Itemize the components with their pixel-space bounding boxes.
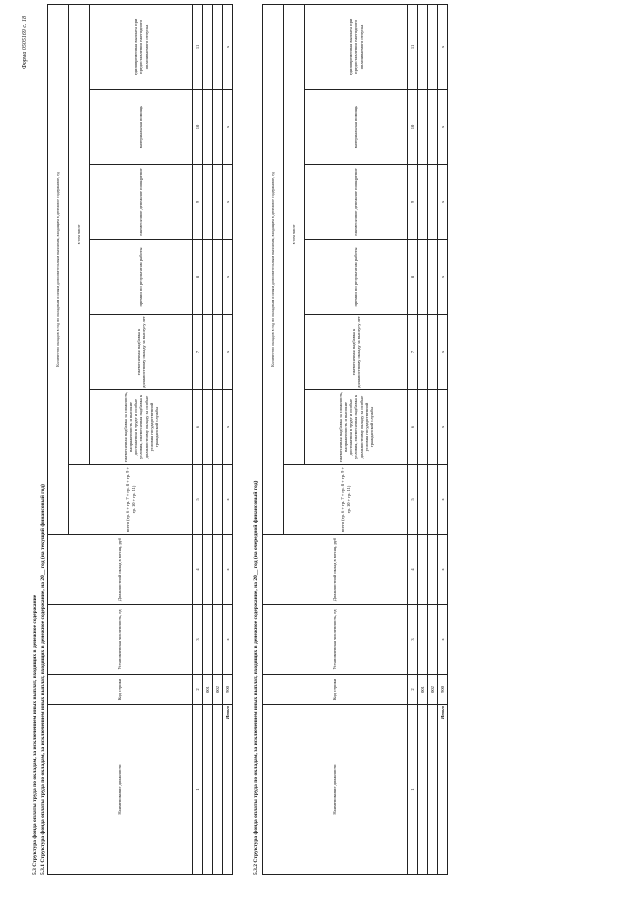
table-cell[interactable]: [203, 535, 213, 605]
col-number: 8: [408, 240, 418, 315]
table-cell[interactable]: [428, 605, 438, 675]
subsection-heading-current-year: 5.3.1 Структура фонда оплаты труда по окладам, за исключением иных выплат, входящих в денежное содержание, на 20__ год (на текущий финансовый год): [40, 484, 46, 875]
table-cell[interactable]: [213, 315, 223, 390]
total-cell: x: [223, 535, 233, 605]
col-number: 4: [193, 535, 203, 605]
table-cell[interactable]: [203, 605, 213, 675]
total-cell: x: [223, 4, 233, 89]
total-cell: x: [223, 605, 233, 675]
total-cell: x: [438, 165, 448, 240]
header-col9: ежемесячное денежное поощрение: [90, 165, 193, 240]
total-label: Итого: [223, 705, 233, 875]
section-heading: 5.3 Структура фонда оплаты труда по окладам, за исключением иных выплат, входящих в денежное содержание: [32, 594, 38, 875]
header-col7: ежемесячная надбавка к должностному окладу за выслугу лет: [90, 315, 193, 390]
table-cell[interactable]: [418, 165, 428, 240]
cell-code: 002: [428, 675, 438, 705]
total-cell: x: [438, 240, 448, 315]
table-cell[interactable]: [213, 605, 223, 675]
total-code: 900: [223, 675, 233, 705]
col-number: 9: [193, 165, 203, 240]
col-number: 2: [193, 675, 203, 705]
header-group: Количество окладов в год по окладным и иным дополнительным выплатам, входящим в денежное содержание, ед: [48, 4, 69, 534]
col-number: 10: [408, 90, 418, 165]
header-position: Наименование должности: [48, 705, 193, 875]
header-in-that-number: в том числе: [69, 4, 90, 464]
cell-position[interactable]: [428, 705, 438, 875]
cell-position[interactable]: [213, 705, 223, 875]
col-number: 7: [193, 315, 203, 390]
header-col10: материальная помощь: [90, 90, 193, 165]
table-cell[interactable]: [213, 535, 223, 605]
table-cell[interactable]: [213, 4, 223, 89]
table-cell[interactable]: [203, 465, 213, 535]
col-number: 3: [193, 605, 203, 675]
salary-structure-table-next-year: [262, 4, 448, 875]
col-number: 5: [408, 465, 418, 535]
table-cell[interactable]: [428, 535, 438, 605]
table-cell[interactable]: [418, 535, 428, 605]
header-code: Код строки: [48, 675, 193, 705]
header-col8: премии по результатам работы: [305, 240, 408, 315]
table-cell[interactable]: [203, 165, 213, 240]
col-number: 1: [193, 705, 203, 875]
total-cell: x: [223, 90, 233, 165]
table-cell[interactable]: [428, 465, 438, 535]
table-cell[interactable]: [418, 390, 428, 465]
header-group: Количество окладов в год по окладным и иным дополнительным выплатам, входящим в денежное содержание, ед: [263, 4, 284, 534]
table-cell[interactable]: [418, 90, 428, 165]
total-cell: x: [223, 315, 233, 390]
table-cell[interactable]: [213, 240, 223, 315]
cell-position[interactable]: [203, 705, 213, 875]
cell-position[interactable]: [418, 705, 428, 875]
table-cell[interactable]: [203, 4, 213, 89]
table-cell[interactable]: [428, 4, 438, 89]
col-number: 9: [408, 165, 418, 240]
header-col10: материальная помощь: [305, 90, 408, 165]
header-staff: Установленная численность, ед: [263, 605, 408, 675]
header-col11: единовременная выплата при предоставлении ежегодного оплачиваемого отпуска: [305, 4, 408, 89]
header-col9: ежемесячное денежное поощрение: [305, 165, 408, 240]
salary-structure-table-current-year: [47, 4, 233, 875]
table-cell[interactable]: [203, 90, 213, 165]
table-cell[interactable]: [418, 4, 428, 89]
table-cell[interactable]: [203, 390, 213, 465]
subsection-heading-next-year: 5.3.2 Структура фонда оплаты труда по окладам, за исключением иных выплат, входящих в денежное содержание, на 20__ год (на очередной финансовый год): [253, 480, 259, 875]
header-position: Наименование должности: [263, 705, 408, 875]
header-col6: ежемесячная надбавка за сложность, напряженность и высокие достижения в труде и особые условия, ежемесячная надбавка к должностному окладу за особые условия государственной гражданской службы: [90, 390, 193, 465]
header-code: Код строки: [263, 675, 408, 705]
total-cell: x: [223, 465, 233, 535]
col-number: 10: [193, 90, 203, 165]
table-cell[interactable]: [213, 465, 223, 535]
header-total: всего (гр. 6 + гр. 7 + гр. 8 + гр. 9 + гр. 10 + гр. 11): [284, 465, 408, 535]
table-cell[interactable]: [428, 90, 438, 165]
cell-code: 001: [203, 675, 213, 705]
header-col6: ежемесячная надбавка за сложность, напряженность и высокие достижения в труде и особые условия, ежемесячная надбавка к должностному окладу за особые условия государственной гражданской службы: [305, 390, 408, 465]
table-cell[interactable]: [428, 240, 438, 315]
col-number: 3: [408, 605, 418, 675]
col-number: 11: [193, 4, 203, 89]
cell-code: 002: [213, 675, 223, 705]
table-cell[interactable]: [428, 315, 438, 390]
header-salary: Должностной оклад в месяц, руб: [263, 535, 408, 605]
header-col8: премии по результатам работы: [90, 240, 193, 315]
header-staff: Установленная численность, ед: [48, 605, 193, 675]
table-cell[interactable]: [213, 390, 223, 465]
table-cell[interactable]: [428, 165, 438, 240]
table-cell[interactable]: [203, 315, 213, 390]
cell-code: 001: [418, 675, 428, 705]
table-cell[interactable]: [418, 315, 428, 390]
table-cell[interactable]: [428, 390, 438, 465]
col-number: 2: [408, 675, 418, 705]
header-col11: единовременная выплата при предоставлении ежегодного оплачиваемого отпуска: [90, 4, 193, 89]
col-number: 6: [193, 390, 203, 465]
header-total: всего (гр. 6 + гр. 7 + гр. 8 + гр. 9 + гр. 10 + гр. 11): [69, 465, 193, 535]
col-number: 5: [193, 465, 203, 535]
total-cell: x: [438, 465, 448, 535]
total-cell: x: [438, 90, 448, 165]
col-number: 7: [408, 315, 418, 390]
total-cell: x: [438, 535, 448, 605]
table-cell[interactable]: [418, 240, 428, 315]
table-cell[interactable]: [213, 90, 223, 165]
table-cell[interactable]: [418, 465, 428, 535]
total-code: 900: [438, 675, 448, 705]
col-number: 4: [408, 535, 418, 605]
header-col7: ежемесячная надбавка к должностному окладу за выслугу лет: [305, 315, 408, 390]
table-cell[interactable]: [418, 605, 428, 675]
table-cell[interactable]: [213, 165, 223, 240]
header-in-that-number: в том числе: [284, 4, 305, 464]
col-number: 1: [408, 705, 418, 875]
form-code: Форма 0505169 с. 18: [22, 16, 28, 70]
total-cell: x: [438, 4, 448, 89]
total-cell: x: [223, 390, 233, 465]
total-cell: x: [438, 605, 448, 675]
table-cell[interactable]: [203, 240, 213, 315]
col-number: 8: [193, 240, 203, 315]
total-label: Итого: [438, 705, 448, 875]
total-cell: x: [223, 240, 233, 315]
col-number: 11: [408, 4, 418, 89]
header-salary: Должностной оклад в месяц, руб: [48, 535, 193, 605]
col-number: 6: [408, 390, 418, 465]
total-cell: x: [438, 390, 448, 465]
total-cell: x: [223, 165, 233, 240]
total-cell: x: [438, 315, 448, 390]
